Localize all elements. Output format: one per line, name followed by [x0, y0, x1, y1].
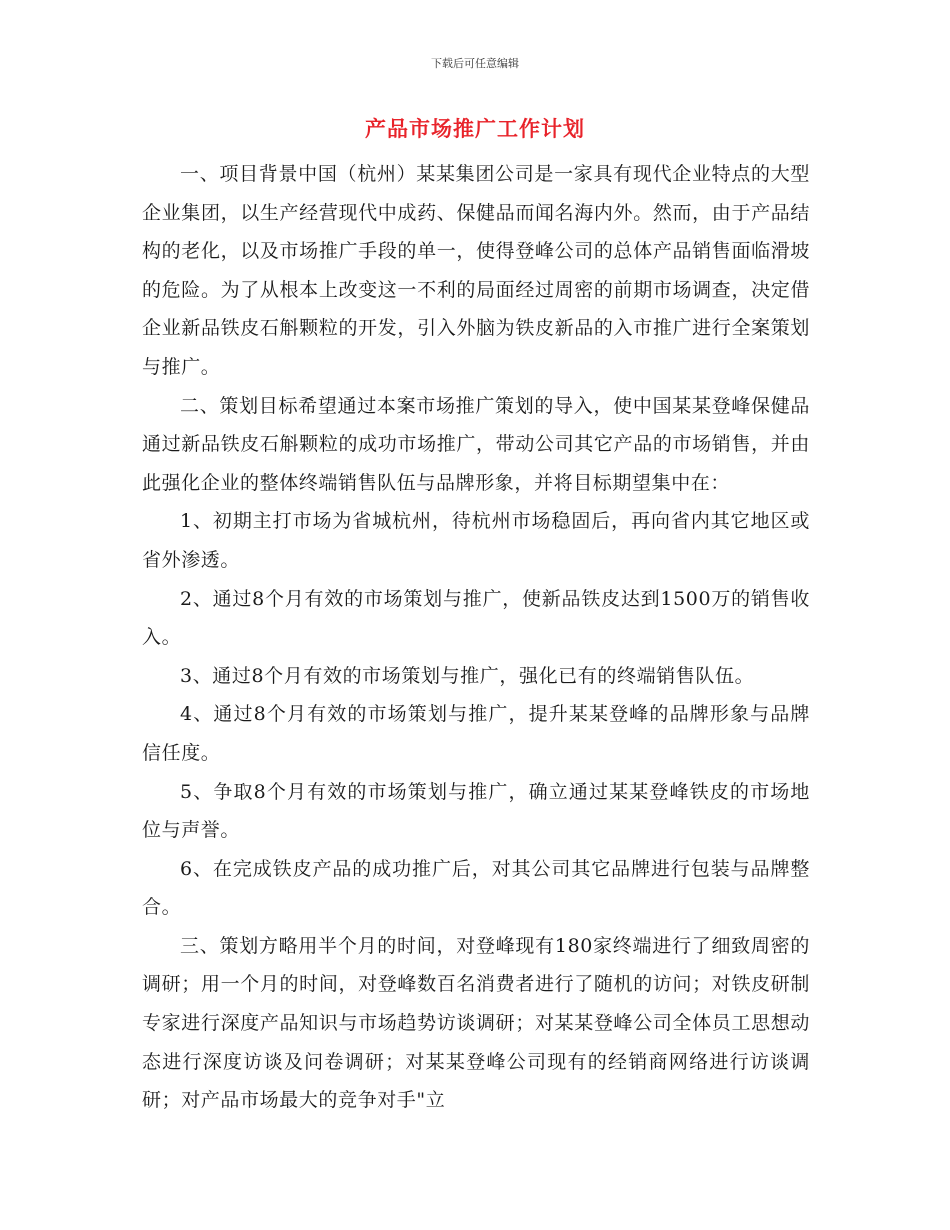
document-body: [142, 155, 810, 1120]
document-title: 产品市场推广工作计划: [365, 117, 585, 141]
paragraph-strategy: 三、策划方略用半个月的时间，对登峰现有180家终端进行了细致周密的调研；用一个月的时间，对登峰数百名消费者进行了随机的访问；对铁皮研制专家进行深度产品知识与市场趋势访谈调研；对某某登峰公司全体员工思想动态进行深度访谈及问卷调研；对某某登峰公司现有的经销商网络进行访谈调研；对产品市场最大的竞争对手"立: [142, 934, 810, 1112]
paragraph-goal-3: 3、通过8个月有效的市场策划与推广，强化已有的终端销售队伍。: [180, 664, 755, 687]
paragraph-goal-6: 6、在完成铁皮产品的成功推广后，对其公司其它品牌进行包装与品牌整合。: [142, 857, 810, 919]
paragraph-goal-1: 1、初期主打市场为省城杭州，待杭州市场稳固后，再向省内其它地区或省外渗透。: [142, 510, 810, 571]
paragraph-goal-2: 2、通过8个月有效的市场策划与推广，使新品铁皮达到1500万的销售收入。: [142, 587, 810, 649]
paragraph-objectives: 二、策划目标希望通过本案市场推广策划的导入，使中国某某登峰保健品通过新品铁皮石斛颗粒的成功市场推广，带动公司其它产品的市场销售，并由此强化企业的整体终端销售队伍与品牌形象，并将目标期望集中在：: [142, 394, 810, 494]
paragraph-goal-5: 5、争取8个月有效的市场策划与推广，确立通过某某登峰铁皮的市场地位与声誉。: [142, 780, 810, 842]
paragraph-goal-4: 4、通过8个月有效的市场策划与推广，提升某某登峰的品牌形象与品牌信任度。: [142, 703, 810, 764]
paragraph-background: 一、项目背景中国（杭州）某某集团公司是一家具有现代企业特点的大型企业集团，以生产经营现代中成药、保健品而闻名海内外。然而，由于产品结构的老化，以及市场推广手段的单一，使得登峰公司的总体产品销售面临滑坡的危险。为了从根本上改变这一不利的局面经过周密的前期市场调查，决定借企业新品铁皮石斛颗粒的开发，引入外脑为铁皮新品的入市推广进行全案策划与推广。: [142, 163, 810, 378]
header-note: 下载后可任意编辑: [431, 57, 519, 70]
